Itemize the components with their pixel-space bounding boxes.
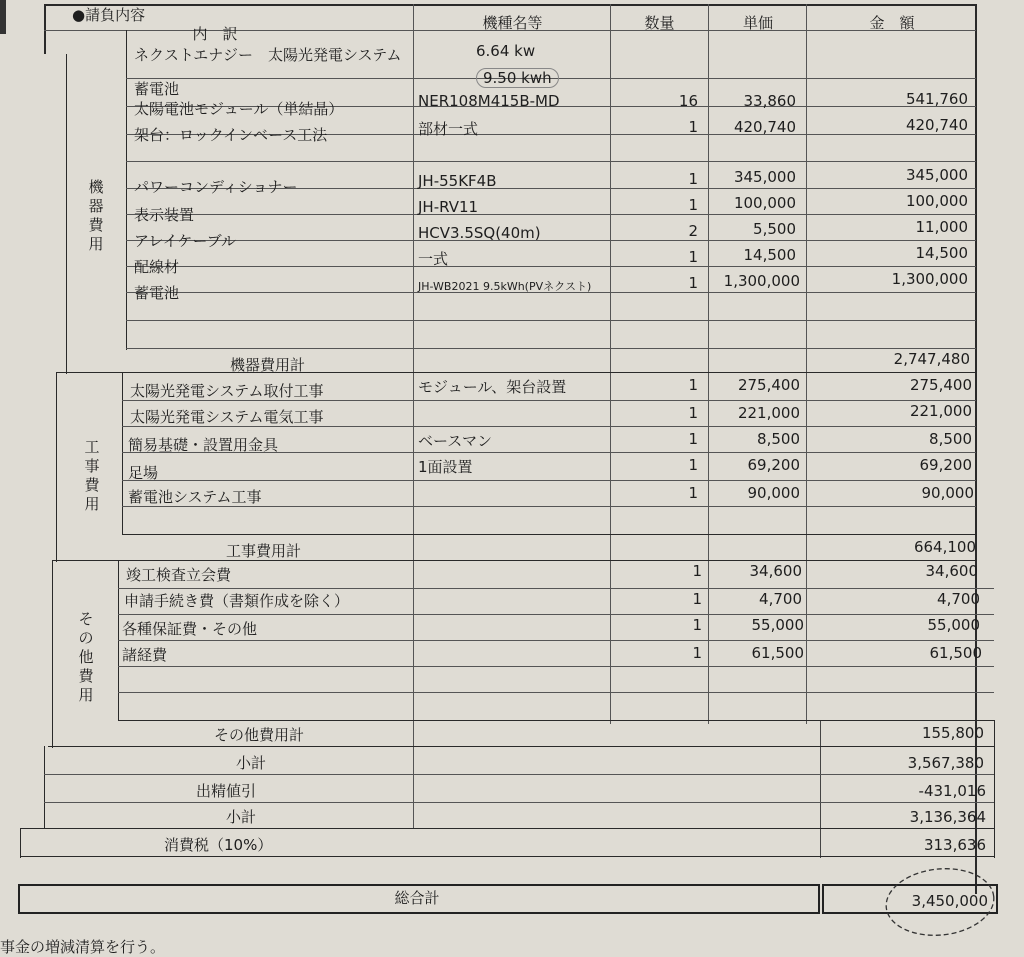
equip-amount: 11,000	[915, 218, 968, 236]
equip-qty: 1	[688, 248, 698, 266]
other-price: 61,500	[751, 644, 804, 662]
other-amount: 34,600	[925, 562, 978, 580]
const-amount: 8,500	[929, 430, 972, 448]
equip-price: 420,740	[733, 118, 796, 136]
equip-price: 14,500	[743, 246, 796, 264]
row-line	[44, 774, 994, 775]
other-subtotal-amount: 155,800	[921, 724, 984, 742]
header-tanka: 単価	[742, 14, 773, 32]
header-suryo: 数量	[644, 14, 675, 32]
const-item: 太陽光発電システム電気工事	[130, 408, 324, 426]
const-subtotal-label: 工事費用計	[226, 542, 302, 560]
equip-item: 蓄電池	[134, 284, 180, 302]
subtotal1-label: 小計	[236, 754, 267, 772]
tax-left	[20, 828, 21, 858]
row-line	[118, 614, 994, 615]
const-bottom	[52, 560, 976, 561]
other-item: 申請手続き費（書類作成を除く）	[124, 592, 350, 610]
equip-item: 蓄電池	[134, 80, 180, 98]
const-qty: 1	[688, 404, 698, 422]
equip-subtotal-top	[126, 348, 976, 349]
equip-amount: 420,740	[905, 116, 968, 134]
handwritten-circle-mark	[880, 862, 1004, 946]
equip-price: 100,000	[733, 194, 796, 212]
const-amount: 69,200	[919, 456, 972, 474]
other-qty: 1	[692, 616, 702, 634]
other-qty: 1	[692, 644, 702, 662]
const-item: 蓄電池システム工事	[128, 488, 262, 506]
subtotal2-label: 小計	[226, 808, 257, 826]
equip-amount: 1,300,000	[891, 270, 968, 288]
header-kishu: 機種名等	[482, 14, 543, 32]
totals-left	[44, 746, 45, 828]
equip-item: 配線材	[134, 258, 180, 276]
const-amount: 221,000	[909, 402, 972, 420]
other-amount: 4,700	[937, 590, 980, 608]
other-subtotal-label: その他費用計	[214, 726, 305, 744]
header-kingaku: 金 額	[869, 14, 915, 32]
equip-price: 33,860	[743, 92, 796, 110]
other-amount: 55,000	[927, 616, 980, 634]
col-sep-amount	[806, 4, 807, 724]
const-category-label: 工事費用	[84, 438, 100, 513]
equip-qty: 1	[688, 196, 698, 214]
row-line	[122, 480, 976, 481]
equip-qty: 1	[688, 274, 698, 292]
row-line	[118, 640, 994, 641]
other-bottom	[48, 746, 994, 747]
left-margin-bar	[0, 0, 6, 34]
row-line	[118, 666, 994, 667]
equip-item: 太陽電池モジュール（単結晶）	[134, 100, 344, 118]
section-title: ●請負内容	[72, 6, 146, 24]
row-line	[118, 588, 994, 589]
other-item: 諸経費	[122, 646, 168, 664]
const-amount: 275,400	[909, 376, 972, 394]
const-subtotal-top	[122, 534, 976, 535]
const-qty: 1	[688, 376, 698, 394]
other-item: 竣工検査立会費	[126, 566, 232, 584]
totals-right	[994, 720, 995, 858]
const-item: 足場	[128, 464, 159, 482]
row-line	[126, 320, 976, 321]
row-line	[122, 506, 976, 507]
const-item: 太陽光発電システム取付工事	[130, 382, 324, 400]
row-line	[20, 856, 994, 857]
subtotal1-amount: 3,567,380	[907, 754, 984, 772]
equip-amount: 345,000	[905, 166, 968, 184]
row-line	[126, 161, 976, 162]
equip-model: 一式	[418, 250, 449, 268]
equip-cat-left	[66, 54, 67, 374]
row-line	[44, 802, 994, 803]
const-item: 簡易基礎・設置用金具	[128, 436, 279, 454]
equip-qty: 1	[688, 170, 698, 188]
equip-item: ネクストエナジー 太陽光発電システム	[134, 46, 402, 64]
col-sep-model	[413, 4, 414, 829]
equip-item: アレイケーブル	[134, 232, 237, 250]
other-cat-left	[52, 560, 53, 748]
equip-subtotal-label: 機器費用計	[230, 356, 306, 374]
subtotal2-amount: 3,136,364	[909, 808, 986, 826]
footer-text: 事金の増減清算を行う。	[0, 938, 166, 956]
equip-price: 5,500	[753, 220, 796, 238]
tax-label: 消費税（10%）	[164, 836, 273, 854]
const-model: 1面設置	[418, 458, 473, 476]
other-price: 55,000	[751, 616, 804, 634]
row-line	[126, 266, 976, 267]
row-line	[126, 214, 976, 215]
row-line	[126, 240, 976, 241]
equip-model: 6.64 kw	[476, 42, 536, 60]
const-price: 69,200	[747, 456, 800, 474]
const-model: ベースマン	[418, 432, 492, 450]
discount-amount: -431,016	[918, 782, 986, 800]
const-qty: 1	[688, 456, 698, 474]
grand-total-label: 総合計	[394, 889, 440, 907]
equip-qty: 1	[688, 118, 698, 136]
header-left-border	[44, 4, 46, 54]
other-amount: 61,500	[929, 644, 982, 662]
other-qty: 1	[692, 590, 702, 608]
equip-amount: 14,500	[915, 244, 968, 262]
tax-amount: 313,636	[923, 836, 986, 854]
equip-model: JH-55KF4B	[418, 172, 497, 190]
equip-model: 部材一式	[418, 120, 479, 138]
discount-label: 出精値引	[196, 782, 257, 800]
equip-amount: 100,000	[905, 192, 968, 210]
const-qty: 1	[688, 430, 698, 448]
other-category-label: その他費用	[78, 610, 94, 704]
const-model: モジュール、架台設置	[418, 378, 567, 396]
other-subtotal-top	[118, 720, 994, 721]
const-price: 275,400	[737, 376, 800, 394]
equip-bottom	[56, 372, 976, 373]
equip-price: 1,300,000	[723, 272, 800, 290]
row-line	[122, 426, 976, 427]
other-price: 4,700	[759, 590, 802, 608]
equip-model: JH-RV11	[418, 198, 479, 216]
equip-subtotal-amount: 2,747,480	[893, 350, 970, 368]
other-qty: 1	[692, 562, 702, 580]
equip-item: 架台：ロックインベース工法	[134, 126, 328, 144]
equip-category-label: 機器費用	[88, 178, 104, 253]
other-item: 各種保証費・その他	[122, 620, 258, 638]
equip-price: 345,000	[733, 168, 796, 186]
equip-model: 9.50 kwh	[476, 68, 559, 88]
row-line	[20, 828, 994, 829]
equip-item: 表示装置	[134, 206, 195, 224]
const-price: 8,500	[757, 430, 800, 448]
const-price: 221,000	[737, 404, 800, 422]
const-item-left	[122, 372, 123, 534]
equip-amount: 541,760	[905, 90, 968, 108]
equip-model: NER108M415B-MD	[418, 92, 560, 110]
equip-qty: 2	[688, 222, 698, 240]
grand-total-amount: 3,450,000	[911, 892, 988, 910]
const-subtotal-amount: 664,100	[913, 538, 976, 556]
equip-qty: 16	[678, 92, 698, 110]
row-line	[118, 692, 994, 693]
const-qty: 1	[688, 484, 698, 502]
equip-model: HCV3.5SQ(40m)	[418, 224, 541, 242]
const-amount: 90,000	[921, 484, 974, 502]
equip-model: JH-WB2021 9.5kWh(PVネクスト)	[418, 280, 592, 293]
equip-item: パワーコンディショナー	[134, 178, 298, 196]
const-price: 90,000	[747, 484, 800, 502]
col-sep-price	[708, 4, 709, 724]
other-price: 34,600	[749, 562, 802, 580]
header-naiyaku: 内 訳	[192, 25, 238, 43]
col-sep-qty	[610, 4, 611, 724]
header-top-border	[44, 4, 976, 6]
row-line	[122, 400, 976, 401]
const-cat-left	[56, 372, 57, 562]
